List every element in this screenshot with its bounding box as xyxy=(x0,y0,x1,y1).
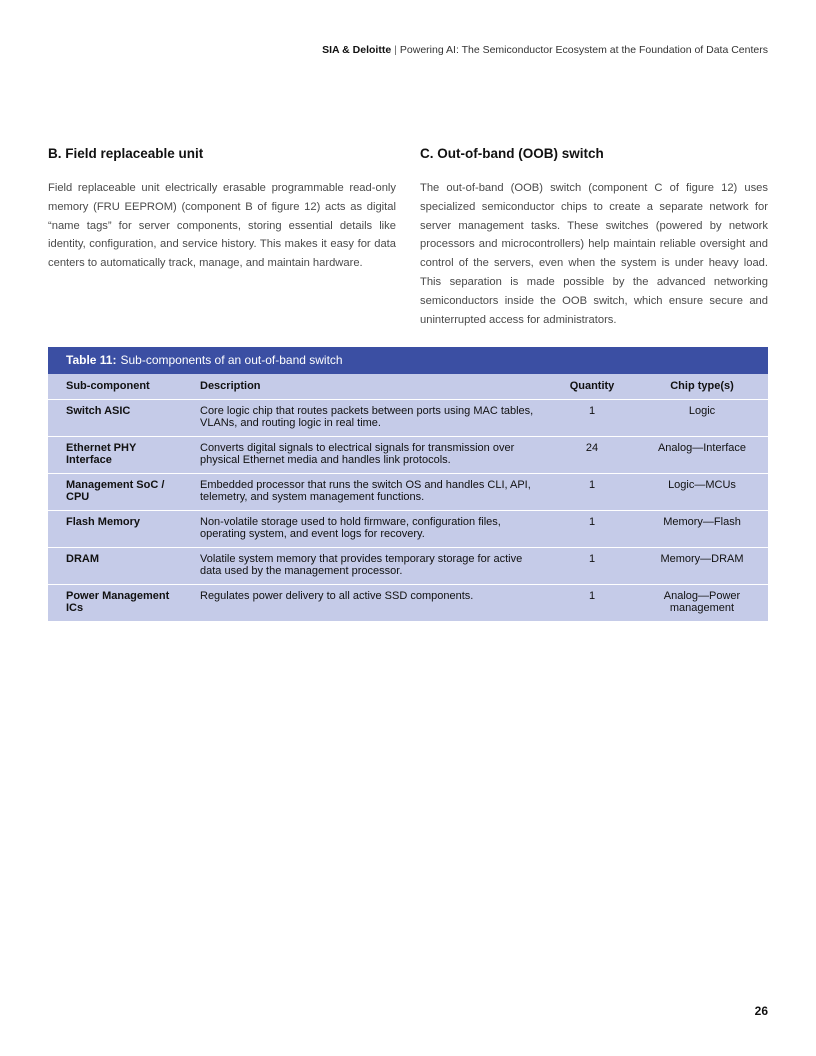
cell-chip-type: Analog—Interface xyxy=(636,436,768,473)
cell-description: Converts digital signals to electrical signals for transmission over physical Ethernet media and handles link protocols. xyxy=(182,436,548,473)
table-title: Sub-components of an out-of-band switch xyxy=(120,353,343,367)
table-row xyxy=(48,436,768,473)
cell-sub-component: Ethernet PHY Interface xyxy=(48,436,182,473)
table-row xyxy=(48,584,768,621)
cell-chip-type: Logic xyxy=(636,399,768,436)
cell-description: Core logic chip that routes packets between ports using MAC tables, VLANs, and routing logic in real time. xyxy=(182,399,548,436)
column-header-chip-types: Chip type(s) xyxy=(636,374,768,399)
cell-quantity: 1 xyxy=(548,473,636,510)
section-oob-switch xyxy=(420,146,768,329)
table-11 xyxy=(48,347,768,621)
section-heading-c: C. Out-of-band (OOB) switch xyxy=(420,146,604,161)
table-row xyxy=(48,399,768,436)
cell-sub-component: Power Management ICs xyxy=(66,589,170,614)
table-row xyxy=(48,473,768,510)
cell-quantity: 24 xyxy=(548,436,636,473)
cell-sub-component: Switch ASIC xyxy=(48,399,182,436)
section-body-c: The out-of-band (OOB) switch (component C of figure 12) uses specialized semiconductor chips to create a separate network for server management tasks. These switches (powered by network processors and microcontrollers) help maintain reliable oversight and control of the servers, even when the system is under heavy load. This separation is made possible by the advanced networking semiconductors inside the OOB switch, which ensure secure and uninterrupted access for administrators. xyxy=(420,182,768,326)
cell-chip-type: Logic—MCUs xyxy=(636,473,768,510)
subcomponents-table xyxy=(48,374,768,621)
cell-chip-type: Memory—Flash xyxy=(636,510,768,547)
cell-quantity: 1 xyxy=(548,399,636,436)
cell-quantity: 1 xyxy=(548,510,636,547)
cell-chip-type: Memory—DRAM xyxy=(636,547,768,584)
cell-quantity: 1 xyxy=(548,547,636,584)
column-header-sub-component: Sub-component xyxy=(48,374,182,399)
running-header xyxy=(322,44,768,56)
column-header-quantity: Quantity xyxy=(548,374,636,399)
table-row xyxy=(48,510,768,547)
page-number: 26 xyxy=(754,1004,768,1018)
table-row xyxy=(48,547,768,584)
cell-quantity: 1 xyxy=(588,589,596,602)
cell-sub-component: Flash Memory xyxy=(48,510,182,547)
section-field-replaceable-unit xyxy=(48,146,396,273)
header-title: Powering AI: The Semiconductor Ecosystem at the Foundation of Data Centers xyxy=(399,44,768,56)
section-heading-b: B. Field replaceable unit xyxy=(48,146,204,161)
column-header-description: Description xyxy=(182,374,548,399)
table-header-row xyxy=(48,374,768,399)
cell-sub-component: Management SoC / CPU xyxy=(48,473,182,510)
cell-description: Regulates power delivery to all active SSD components. xyxy=(200,589,474,602)
cell-description: Volatile system memory that provides temporary storage for active data used by the management processor. xyxy=(182,547,548,584)
table-label: Table 11: xyxy=(66,353,117,367)
cell-sub-component: DRAM xyxy=(48,547,182,584)
cell-description: Embedded processor that runs the switch OS and handles CLI, API, telemetry, and system management functions. xyxy=(182,473,548,510)
table-title-bar xyxy=(48,347,768,374)
section-body-b: Field replaceable unit electrically erasable programmable read-only memory (FRU EEPROM) (component B of figure 12) acts as digital “name tags” for server components, storing essential details like identity, configuration, and service history. This makes it easy for data centers to automatically track, manage, and maintain hardware. xyxy=(48,182,396,270)
header-separator: | xyxy=(394,44,397,56)
cell-description: Non-volatile storage used to hold firmware, configuration files, operating system, and event logs for recovery. xyxy=(182,510,548,547)
cell-chip-type: Analog—Power management xyxy=(663,589,741,614)
header-brand: SIA & Deloitte xyxy=(322,44,392,56)
